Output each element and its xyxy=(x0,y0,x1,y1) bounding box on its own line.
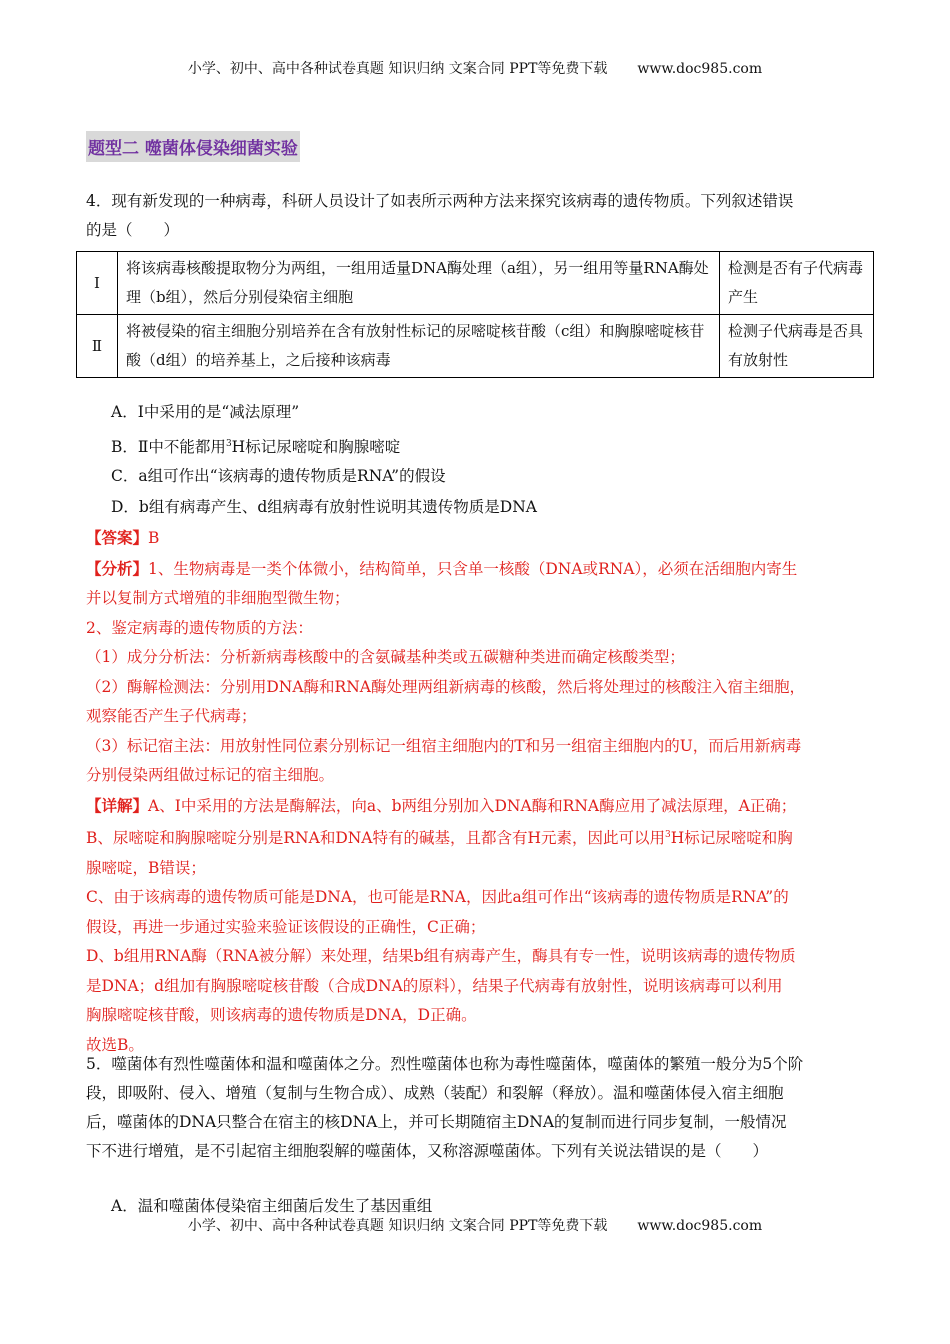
footer-url[interactable]: www.doc985.com xyxy=(637,1218,763,1234)
detail-text: A、Ⅰ中采用的方法是酶解法，向a、b两组分别加入DNA酶和RNA酶应用了减法原理，A正确； xyxy=(148,796,797,815)
analysis-line: 2、鉴定病毒的遗传物质的方法： xyxy=(86,618,313,637)
detail-label: 【详解】 xyxy=(86,795,149,815)
answer-line xyxy=(86,523,876,554)
stem-line: 4．现有新发现的一种病毒，科研人员设计了如表所示两种方法来探究该病毒的遗传物质。下列叙述错误 xyxy=(86,192,794,210)
stem-line: 段，即吸附、侵入、增殖（复制与生物合成）、成熟（装配）和裂解（释放）。温和噬菌体侵入宿主细胞 xyxy=(86,1084,784,1102)
detail-line: 胸腺嘧啶核苷酸，则该病毒的遗传物质是DNA，D正确。 xyxy=(86,1006,477,1025)
table-row xyxy=(77,252,874,315)
table-row xyxy=(77,315,874,378)
question-5-stem xyxy=(86,1050,876,1166)
option-a: A．Ⅰ中采用的是“减法原理” xyxy=(111,403,300,421)
analysis-line: （1）成分分析法：分析新病毒核酸中的含氨碱基种类或五碳糖种类进而确定核酸类型； xyxy=(86,648,685,666)
stem-line: 后，噬菌体的DNA只整合在宿主的核DNA上，并可长期随宿主DNA的复制而进行同步复制，一般情况 xyxy=(86,1113,787,1131)
detail-line xyxy=(86,821,876,854)
method-cell: 将被侵染的宿主细胞分别培养在含有放射性标记的尿嘧啶核苷酸（c组）和胸腺嘧啶核苷酸（d组）的培养基上，之后接种该病毒 xyxy=(118,315,720,378)
stem-line: 5．噬菌体有烈性噬菌体和温和噬菌体之分。烈性噬菌体也称为毒性噬菌体，噬菌体的繁殖一般分为5个阶 xyxy=(86,1055,804,1073)
detail-line: 假设，再进一步通过实验来验证该假设的正确性，C正确； xyxy=(86,917,486,936)
page-footer xyxy=(0,1215,950,1235)
header-text: 小学、初中、高中各种试卷真题 知识归纳 文案合同 PPT等免费下载 xyxy=(187,61,608,77)
analysis-line: 并以复制方式增殖的非细胞型微生物； xyxy=(86,589,350,607)
option-b xyxy=(111,430,400,462)
header-url[interactable]: www.doc985.com xyxy=(637,61,763,77)
answer-block xyxy=(86,523,876,1060)
stem-line: 的是（ ） xyxy=(86,221,180,239)
detail-text: B、尿嘧啶和胸腺嘧啶分别是RNA和DNA特有的碱基，且都含有H元素，因此可以用 xyxy=(86,829,666,848)
superscript: 3 xyxy=(225,439,232,449)
detail-line: 腺嘧啶，B错误； xyxy=(86,858,206,877)
detail-line: 是DNA；d组加有胸腺嘧啶核苷酸（合成DNA的原料），结果子代病毒有放射性，说明该病毒可以利用 xyxy=(86,976,783,995)
footer-text: 小学、初中、高中各种试卷真题 知识归纳 文案合同 PPT等免费下载 xyxy=(187,1218,608,1234)
method-table xyxy=(76,251,874,378)
detect-cell: 检测是否有子代病毒产生 xyxy=(720,252,874,315)
page-header xyxy=(0,58,950,78)
answer-value: B xyxy=(148,529,160,547)
option-c: C．a组可作出“该病毒的遗传物质是RNA”的假设 xyxy=(111,467,446,485)
final-answer: 故选B。 xyxy=(86,1035,144,1054)
detail-text: H标记尿嘧啶和胸 xyxy=(670,829,793,848)
row-number: Ⅱ xyxy=(77,315,118,378)
analysis-line: （2）酶解检测法：分别用DNA酶和RNA酶处理两组新病毒的核酸，然后将处理过的核酸注入宿主细胞， xyxy=(86,677,805,696)
method-cell: 将该病毒核酸提取物分为两组，一组用适量DNA酶处理（a组），另一组用等量RNA酶处理（b组），然后分别侵染宿主细胞 xyxy=(118,252,720,315)
detect-cell: 检测子代病毒是否具有放射性 xyxy=(720,315,874,378)
analysis-line xyxy=(86,554,876,585)
detail-line: C、由于该病毒的遗传物质可能是DNA，也可能是RNA，因此a组可作出“该病毒的遗传物质是RNA”的 xyxy=(86,888,789,907)
analysis-label: 【分析】 xyxy=(86,558,149,578)
analysis-line: 分别侵染两组做过标记的宿主细胞。 xyxy=(86,766,335,784)
option-b-text: B．Ⅱ中不能都用 xyxy=(111,438,226,457)
option-b-text: H标记尿嘧啶和胸腺嘧啶 xyxy=(231,438,401,457)
row-number: Ⅰ xyxy=(77,252,118,315)
option-d: D．b组有病毒产生、d组病毒有放射性说明其遗传物质是DNA xyxy=(111,498,537,516)
analysis-text: 1、生物病毒是一类个体微小，结构简单，只含单一核酸（DNA或RNA），必须在活细胞内寄生 xyxy=(148,559,798,578)
q5-option-a: A．温和噬菌体侵染宿主细菌后发生了基因重组 xyxy=(111,1197,433,1215)
answer-label: 【答案】 xyxy=(86,528,149,547)
analysis-line: 观察能否产生子代病毒； xyxy=(86,707,257,725)
analysis-line: （3）标记宿主法：用放射性同位素分别标记一组宿主细胞内的T和另一组宿主细胞内的U，而后用新病毒 xyxy=(86,736,802,755)
detail-line xyxy=(86,791,876,822)
superscript: 3 xyxy=(665,830,671,840)
stem-line: 下不进行增殖，是不引起宿主细胞裂解的噬菌体，又称溶源噬菌体。下列有关说法错误的是（ ） xyxy=(86,1142,769,1160)
question-4-stem xyxy=(86,187,866,245)
section-title: 题型二 噬菌体侵染细菌实验 xyxy=(86,131,300,162)
detail-line: D、b组用RNA酶（RNA被分解）来处理，结果b组有病毒产生，酶具有专一性，说明该病毒的遗传物质 xyxy=(86,947,796,966)
